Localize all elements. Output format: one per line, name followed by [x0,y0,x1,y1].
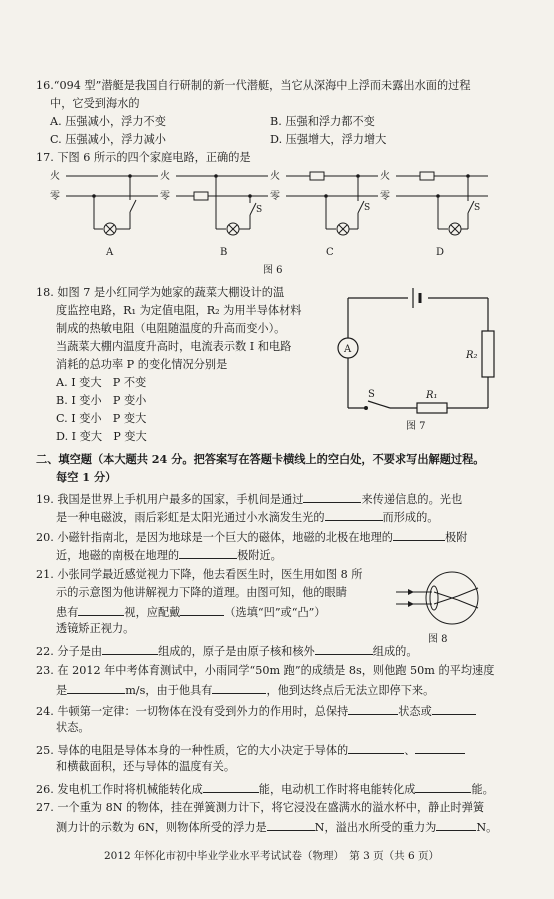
fig8-caption: 图 8 [428,634,448,645]
fig6d-switch-label: S [474,203,481,213]
q18-option-b: B. I 变小 P 变小 [56,394,147,407]
q22-blank-2[interactable] [315,643,373,655]
q25-line1: 25. 导体的电阻是导体本身的一种性质，它的大小决定于导体的 、 [36,742,465,758]
q23-blank-2[interactable] [212,682,266,694]
q27-line2: 测力计的示数为 6N，则物体所受的浮力是 N，溢出水所受的重力为 N。 [56,821,498,834]
q26-blank-1[interactable] [203,781,259,793]
q23-line1: 23. 在 2012 年中考体育测试中，小雨同学“50m 跑”的成绩是 8s，则他跑 50m 的平均速度 [36,664,495,677]
q18-option-d: D. I 变大 P 变大 [56,430,147,443]
fig7-ammeter-label: A [344,344,352,355]
q18-option-a: A. I 变大 P 不变 [56,376,147,389]
fig6c-neutral-label: 零 [270,191,280,202]
q23-line2: 是 m/s，由于他具有 ，他到达终点后无法立即停下来。 [56,684,435,697]
fig7-caption: 图 7 [406,421,426,432]
q25-line2: 和横截面积，还与导体的温度有关。 [56,760,236,773]
q22-line: 22. 分子是由 组成的，原子是由原子核和核外 组成的。 [36,645,418,658]
q21-line3: 患有 视，应配戴 （选填“凹”或“凸”） [56,606,326,619]
figure-8-eye-diagram [394,568,494,648]
q18-stem-line1: 18. 如图 7 是小红同学为她家的蔬菜大棚设计的温 [36,286,285,299]
q20-line1: 20. 小磁针指南北，是因为地球是一个巨大的磁体，地磁的北极在地理的 极附 [36,531,468,544]
q16-option-a: A. 压强减小，浮力不变 [50,115,166,128]
q26-line: 26. 发电机工作时将机械能转化成 能，电动机工作时将电能转化成 能。 [36,783,494,796]
q18-stem-line3: 制成的热敏电阻（电阻随温度的升高而变小）。 [56,322,286,335]
q21-line2: 示的示意图为他讲解视力下降的道理。由图可知，他的眼睛 [56,586,347,599]
q21-line1: 21. 小张同学最近感觉视力下降，他去看医生时，医生用如图 8 所 [36,568,363,581]
q24-blank-1[interactable] [348,703,398,715]
fig6a-neutral-label: 零 [50,191,60,202]
q16-stem-line2: 中，它受到海水的 [50,97,140,110]
q16-option-c: C. 压强减小，浮力减小 [50,133,166,146]
q27-blank-2[interactable] [436,819,476,831]
q19-line2: 是一种电磁波，雨后彩虹是太阳光通过小水滴发生光的 而形成的。 [56,511,439,524]
q25-blank-1[interactable] [348,742,404,754]
page-footer: 2012 年怀化市初中毕业学业水平考试试卷（物理） 第 3 页（共 6 页） [104,850,440,862]
fig6b-neutral-label: 零 [160,191,170,202]
q26-blank-2[interactable] [415,781,471,793]
section-2-heading: 二、填空题（本大题共 24 分。把答案写在答题卡横线上的空白处，不要求写出解题过程。 [36,452,485,466]
fig6d-neutral-label: 零 [380,191,390,202]
fig7-r2-label: R₂ [466,350,478,361]
q27-line1: 27. 一个重为 8N 的物体，挂在弹簧测力计下，将它浸没在盛满水的溢水杯中，静止时弹簧 [36,801,485,814]
q21-blank-1[interactable] [78,604,124,616]
q20-line2: 近，地磁的南极在地理的 极附近。 [56,549,282,562]
fig7-r1-label: R₁ [426,390,438,401]
q19-blank-2[interactable] [325,509,383,521]
fig6-label-d: D [436,247,445,258]
fig6a-live-label: 火 [50,171,60,182]
section-2-heading-line2: 每空 1 分） [56,470,117,484]
fig6-label-c: C [326,247,334,258]
q18-stem-line2: 度监控电路，R₁ 为定值电阻，R₂ 为用半导体材料 [56,304,302,317]
q19-blank-1[interactable] [303,491,361,503]
q24-line1: 24. 牛顿第一定律：一切物体在没有受到外力的作用时，总保持 状态或 [36,703,476,719]
q24-blank-2[interactable] [432,703,476,715]
figure-7-circuit [320,283,520,433]
q25-blank-2[interactable] [415,742,465,754]
fig6-label-b: B [220,247,228,258]
fig6b-live-label: 火 [160,171,170,182]
fig6-label-a: A [106,247,114,258]
fig6d-live-label: 火 [380,171,390,182]
fig6c-switch-label: S [364,203,371,213]
q20-blank-1[interactable] [393,529,445,541]
q24-line2: 状态。 [56,721,90,734]
fig7-switch-label: S [368,389,375,400]
q22-blank-1[interactable] [102,643,158,655]
q21-blank-2[interactable] [180,604,224,616]
q21-line4: 透镜矫正视力。 [56,622,135,635]
fig6c-live-label: 火 [270,171,280,182]
q20-blank-2[interactable] [179,547,237,559]
fig6-caption: 图 6 [263,265,283,276]
q16-option-b: B. 压强和浮力都不变 [270,115,375,128]
q17-stem: 17. 下图 6 所示的四个家庭电路，正确的是 [36,151,251,164]
q18-option-c: C. I 变小 P 变大 [56,412,147,425]
fig6b-switch-label: S [256,205,263,215]
q19-line1: 19. 我国是世界上手机用户最多的国家，手机间是通过 来传递信息的。光也 [36,493,463,506]
q18-stem-line4: 当蔬菜大棚内温度升高时，电流表示数 I 和电路 [56,340,292,353]
figure-6-household-circuits [48,167,518,277]
q23-blank-1[interactable] [67,682,125,694]
q16-option-d: D. 压强增大，浮力增大 [270,133,387,146]
q27-blank-1[interactable] [267,819,315,831]
q18-stem-line5: 消耗的总功率 P 的变化情况分别是 [56,358,228,371]
q16-stem-line1: 16.“094 型”潜艇是我国自行研制的新一代潜艇，当它从深海中上浮而未露出水面的过程 [36,79,471,92]
